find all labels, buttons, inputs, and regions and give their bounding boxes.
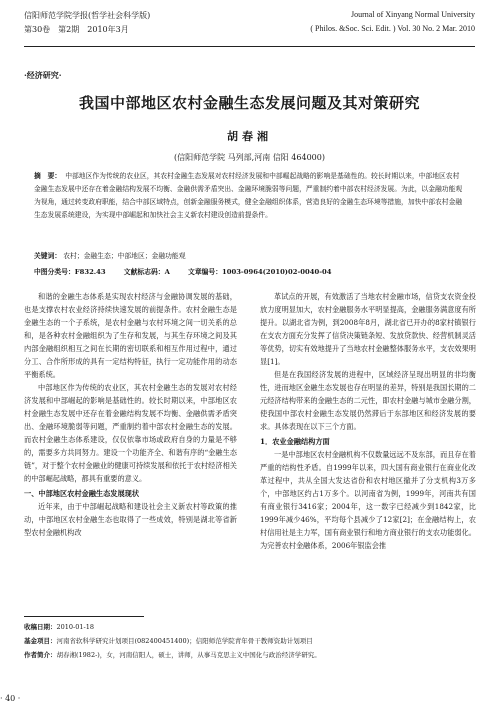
fund-value: 河南省软科学研究计划项目(082400451400)；信阳师范学院青年骨干教师资助计划项目	[56, 637, 313, 645]
author-bio-label: 作者简介：	[24, 651, 57, 659]
page-number: · 40 ·	[0, 694, 21, 703]
header-rule	[24, 46, 475, 47]
abstract-label: 摘 要：	[34, 172, 62, 180]
doc-code-label: 文献标志码：	[123, 268, 165, 276]
abstract	[34, 170, 466, 222]
body-paragraph: 但是在我国经济发展的进程中，区域经济呈现出明显的非均衡性，进而地区金融生态发展也存在明显的差异，特别是我国长期的二元经济结构带来的金融生态的二元性，即农村金融与城市金融分割，使我国中部农村金融生态发展仍然滞后于东部地区和经济发展的要求。具体表现在以下三个方面。	[260, 370, 476, 431]
issue-info-cn: 第30卷 第2期 2010年3月	[24, 25, 129, 34]
subsection-heading: 1．农业金融结构方面	[260, 437, 330, 446]
body-paragraph: 和谐的金融生态体系是实现农村经济与金融协调发展的基础，也是支撑农村农业经济持续快速发展的前提条件。农村金融生态是金融生态的一个子系统，是农村金融与农村环境之间一切关系的总和，是各种农村金融组织为了生存和发展，与其生存环境之间及其内部金融组织相互之间在长期的密切联系和相互作用过程中，通过分工、合作所形成的具有一定结构特征，执行一定功能作用的动态平衡系统。	[24, 292, 237, 379]
body-paragraph: 革试点的开展，有效激活了当地农村金融市场，信贷支农资金投放力度明显加大，农村金融服务水平明显提高，金融服务满意度有所提升。以湖北省为例，到2008年8月，湖北省已开办的8家村镇银行在支农方面充分发挥了信贷决策链条短、发放贷款快、经营机制灵活等优势，切实有效地提升了当地农村金融整体服务水平，支农效果明显[1]。	[260, 292, 476, 366]
body-column-right	[260, 290, 476, 552]
journal-name-cn: 信阳师范学院学报(哲学社会科学版)	[24, 11, 151, 20]
article-id-label: 文章编号：	[188, 268, 223, 276]
fund-info	[24, 636, 476, 645]
received-value: 2010-01-18	[56, 623, 94, 631]
author-bio	[24, 650, 476, 659]
author-affiliation: (信阳师范学院 马列部,河南 信阳 464000)	[174, 153, 325, 162]
body-column-left	[24, 290, 237, 539]
classification-line	[34, 266, 466, 276]
keywords	[34, 250, 466, 260]
section-label: ·经济研究·	[24, 70, 62, 80]
doc-code: A	[164, 268, 170, 276]
keywords-text: 农村；金融生态；中部地区；金融功能观	[63, 252, 186, 260]
body-paragraph: 近年来，由于中部崛起战略和建设社会主义新农村等政策的推动，中部地区农村金融生态也取得了一些成效，特别是湖北等省新型农村金融机构改	[24, 502, 237, 537]
body-paragraph: 一是中部地区农村金融机构不仅数量远远不及东部，而且存在着严重的结构性矛盾。自1999年以来，四大国有商业银行在商业化改革过程中，共从全国大发达省份和农村地区撤并了分支机构3万多个，中部地区约占1万多个。以河南省为例，1999年，河南共有国有商业银行3416家；2004年，这一数字已经减少到1842家，比1999年减少46%，平均每个县减少了12家[2]；在金融结构上，农村信用社是主力军，国有商业银行和地方商业银行的支农功能弱化。为完善农村金融体系，2006年银监会推	[260, 450, 476, 550]
abstract-text: 中部地区作为传统的农业区，其农村金融生态发展对农村经济发展和中部崛起战略的影响是基础性的。较长时期以来，中部地区农村金融生态发展中还存在着金融结构发展不均衡、金融供需矛盾突出、金融环境脆弱等问题，严重制约着中部农村经济发展。为此，以金融功能观为视角，通过转变政府职能，结合中部区域特点，创新金融服务模式，健全金融组织体系，营造良好的金融生态环境等措施，加快中部农村金融生态发展系统建设，为实现中部崛起和加快社会主义新农村建设创造前提条件。	[34, 172, 463, 219]
author-name: 胡春湘	[227, 130, 272, 143]
article-id: 1003-0964(2010)02-0040-04	[222, 268, 332, 276]
body-paragraph: 中部地区作为传统的农业区，其农村金融生态的发展对农村经济发展和中部崛起的影响是基础性的。较长时期以来，中部地区农村金融生态发展中还存在着金融结构发展不均衡、金融供需矛盾突出、金融环境脆弱等问题，严重制约着中部农村金融生态的发展。而农村金融生态体系建设，仅仅依靠市场或政府自身的力量是不够的，需要多方共同努力。建设一个功能齐全、和谐有序的“金融生态链”，对于整个农村金融业的健康可持续发展和依托于农村经济相关的中部崛起战略，都具有重要的意义。	[24, 383, 237, 483]
running-header	[24, 10, 475, 54]
author-bio-value: 胡春湘(1982-)，女，河南信阳人，硕士，讲师，从事马克思主义中国化与政治经济学研究。	[56, 651, 321, 659]
received-label: 收稿日期：	[24, 623, 57, 631]
received-date	[24, 622, 476, 631]
paper-title: 我国中部地区农村金融生态发展问题及其对策研究	[78, 94, 420, 112]
clc-label: 中图分类号：	[34, 268, 75, 276]
section-heading: 一、中部地区农村金融生态发展现状	[24, 489, 140, 498]
issue-info-en: ( Philos. &Soc. Sci. Edit. ) Vol. 30 No. 2 Mar. 2010	[310, 24, 475, 33]
clc-number: F832.43	[74, 268, 106, 276]
fund-label: 基金项目：	[24, 637, 57, 645]
journal-name-en: Journal of Xinyang Normal University	[351, 10, 475, 19]
keywords-label: 关键词：	[34, 252, 62, 260]
footnote-rule	[24, 616, 144, 617]
